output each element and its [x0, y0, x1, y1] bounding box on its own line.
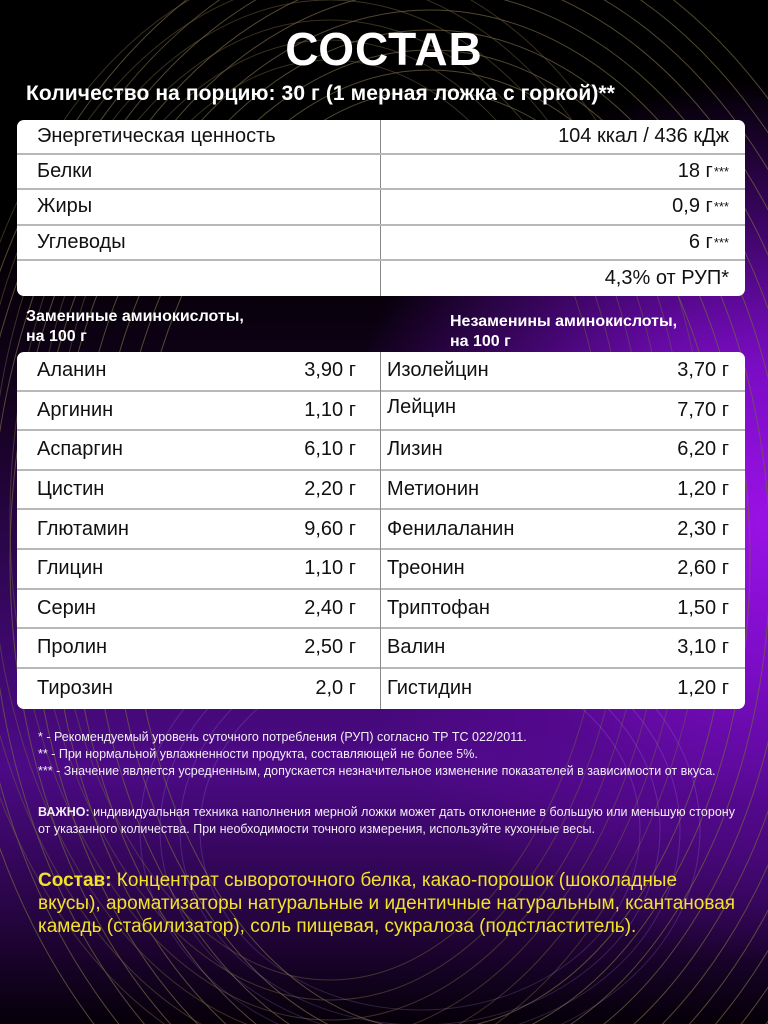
amino-value: 1,20 г: [677, 478, 729, 501]
table-row: [381, 669, 745, 709]
amino-name: Треонин: [387, 557, 465, 580]
nutrition-table: [17, 120, 745, 296]
value-text: 18 г: [677, 160, 713, 183]
nonessential-column: [17, 352, 381, 709]
composition-text: [38, 869, 738, 938]
table-row: [17, 190, 745, 225]
nutrient-label: Жиры: [17, 190, 381, 223]
table-row: [381, 392, 745, 432]
important-text: индивидуальная техника наполнения мерной ложки может дать отклонение в большую или меньшую сторону от указанного количества. При необходимости точного измерения, используйте кухонные весы.: [38, 805, 735, 836]
footnote-3: *** - Значение является усредненным, допускается незначительное изменение показателей в зависимости от вкуса.: [38, 764, 716, 778]
table-row: [17, 471, 380, 511]
amino-name: Фенилаланин: [387, 517, 515, 540]
amino-name: Лизин: [387, 438, 443, 461]
essential-heading: [450, 312, 677, 352]
amino-acid-table: [17, 352, 745, 709]
amino-name: Аспаргин: [37, 438, 123, 461]
footnotes: [38, 729, 738, 780]
amino-value: 2,40 г: [304, 596, 356, 619]
table-row: [381, 352, 745, 392]
table-row: [17, 261, 745, 296]
amino-value: 3,10 г: [677, 636, 729, 659]
nutrient-label: [17, 261, 381, 296]
table-row: [17, 352, 380, 392]
amino-name: Тирозин: [37, 677, 113, 700]
footnote-mark: ***: [713, 199, 729, 215]
amino-name: Глютамин: [37, 517, 129, 540]
table-row: [381, 629, 745, 669]
amino-value: 3,90 г: [304, 359, 356, 382]
table-row: [17, 550, 380, 590]
table-row: [381, 550, 745, 590]
table-row: [17, 155, 745, 190]
composition-body: Концентрат сывороточного белка, какао-порошок (шоколадные вкусы), ароматизаторы натуральные и идентичные натуральным, ксантановая камедь (стабилизатор), соль пищевая, сукралоза (подстластитель).: [38, 870, 736, 937]
amino-name: Глицин: [37, 557, 104, 580]
amino-value: 2,60 г: [677, 557, 729, 580]
nutrient-value: [381, 155, 745, 188]
footnote-mark: ***: [713, 234, 729, 250]
essential-column: [381, 352, 745, 709]
table-row: [17, 431, 380, 471]
amino-value: 9,60 г: [304, 517, 356, 540]
table-row: [17, 392, 380, 432]
amino-value: 2,50 г: [304, 636, 356, 659]
page-title: СОСТАВ: [285, 23, 483, 75]
value-text: 4,3% от РУП*: [604, 266, 729, 289]
heading-line: на 100 г: [26, 328, 87, 345]
amino-name: Триптофан: [387, 596, 490, 619]
amino-value: 1,20 г: [677, 677, 729, 700]
table-row: [17, 669, 380, 709]
amino-name: Лейцин: [387, 395, 457, 418]
footnote-mark: ***: [713, 164, 729, 180]
amino-value: 1,10 г: [304, 398, 356, 421]
table-row: [381, 590, 745, 630]
amino-name: Аргинин: [37, 398, 114, 421]
amino-name: Серин: [37, 596, 96, 619]
table-row: [17, 629, 380, 669]
important-label: ВАЖНО:: [38, 805, 90, 819]
composition-label: Состав:: [38, 870, 112, 891]
table-row: [381, 510, 745, 550]
amino-name: Изолейцин: [387, 359, 489, 382]
nutrient-value: [381, 226, 745, 259]
amino-name: Валин: [387, 636, 446, 659]
amino-value: 2,0 г: [315, 677, 356, 700]
table-row: [17, 590, 380, 630]
table-row: [17, 226, 745, 261]
value-text: 6 г: [688, 230, 713, 253]
amino-value: 2,30 г: [677, 517, 729, 540]
heading-line: на 100 г: [450, 333, 511, 350]
amino-value: 6,10 г: [304, 438, 356, 461]
footnote-2: ** - При нормальной увлажненности продукта, составляющей не более 5%.: [38, 747, 478, 761]
nutrient-label: Белки: [17, 155, 381, 188]
amino-name: Пролин: [37, 636, 108, 659]
nutrient-label: Энергетическая ценность: [17, 120, 381, 153]
amino-value: 3,70 г: [677, 359, 729, 382]
value-text: 104 ккал / 436 кДж: [558, 125, 729, 148]
amino-name: Аланин: [37, 359, 107, 382]
nutrient-label: Углеводы: [17, 226, 381, 259]
footnote-1: * - Рекомендуемый уровень суточного потребления (РУП) согласно ТР ТС 022/2011.: [38, 730, 527, 744]
important-note: [38, 804, 738, 838]
table-row: [17, 510, 380, 550]
amino-value: 7,70 г: [677, 398, 729, 421]
heading-line: Замениные аминокислоты,: [26, 308, 244, 325]
amino-name: Метионин: [387, 478, 480, 501]
table-row: [381, 471, 745, 511]
amino-name: Гистидин: [387, 677, 473, 700]
table-row: [17, 120, 745, 155]
amino-value: 1,50 г: [677, 596, 729, 619]
nutrient-value: [381, 120, 745, 153]
amino-name: Цистин: [37, 478, 105, 501]
serving-size: Количество на порцию: 30 г (1 мерная ложка с горкой)**: [26, 82, 615, 105]
nutrient-value: [381, 190, 745, 223]
amino-value: 2,20 г: [304, 478, 356, 501]
nonessential-heading: [26, 307, 244, 347]
value-text: 0,9 г: [672, 195, 713, 218]
table-row: [381, 431, 745, 471]
heading-line: Незаменины аминокислоты,: [450, 313, 678, 330]
nutrient-value: [381, 261, 745, 296]
amino-value: 6,20 г: [677, 438, 729, 461]
amino-value: 1,10 г: [304, 557, 356, 580]
